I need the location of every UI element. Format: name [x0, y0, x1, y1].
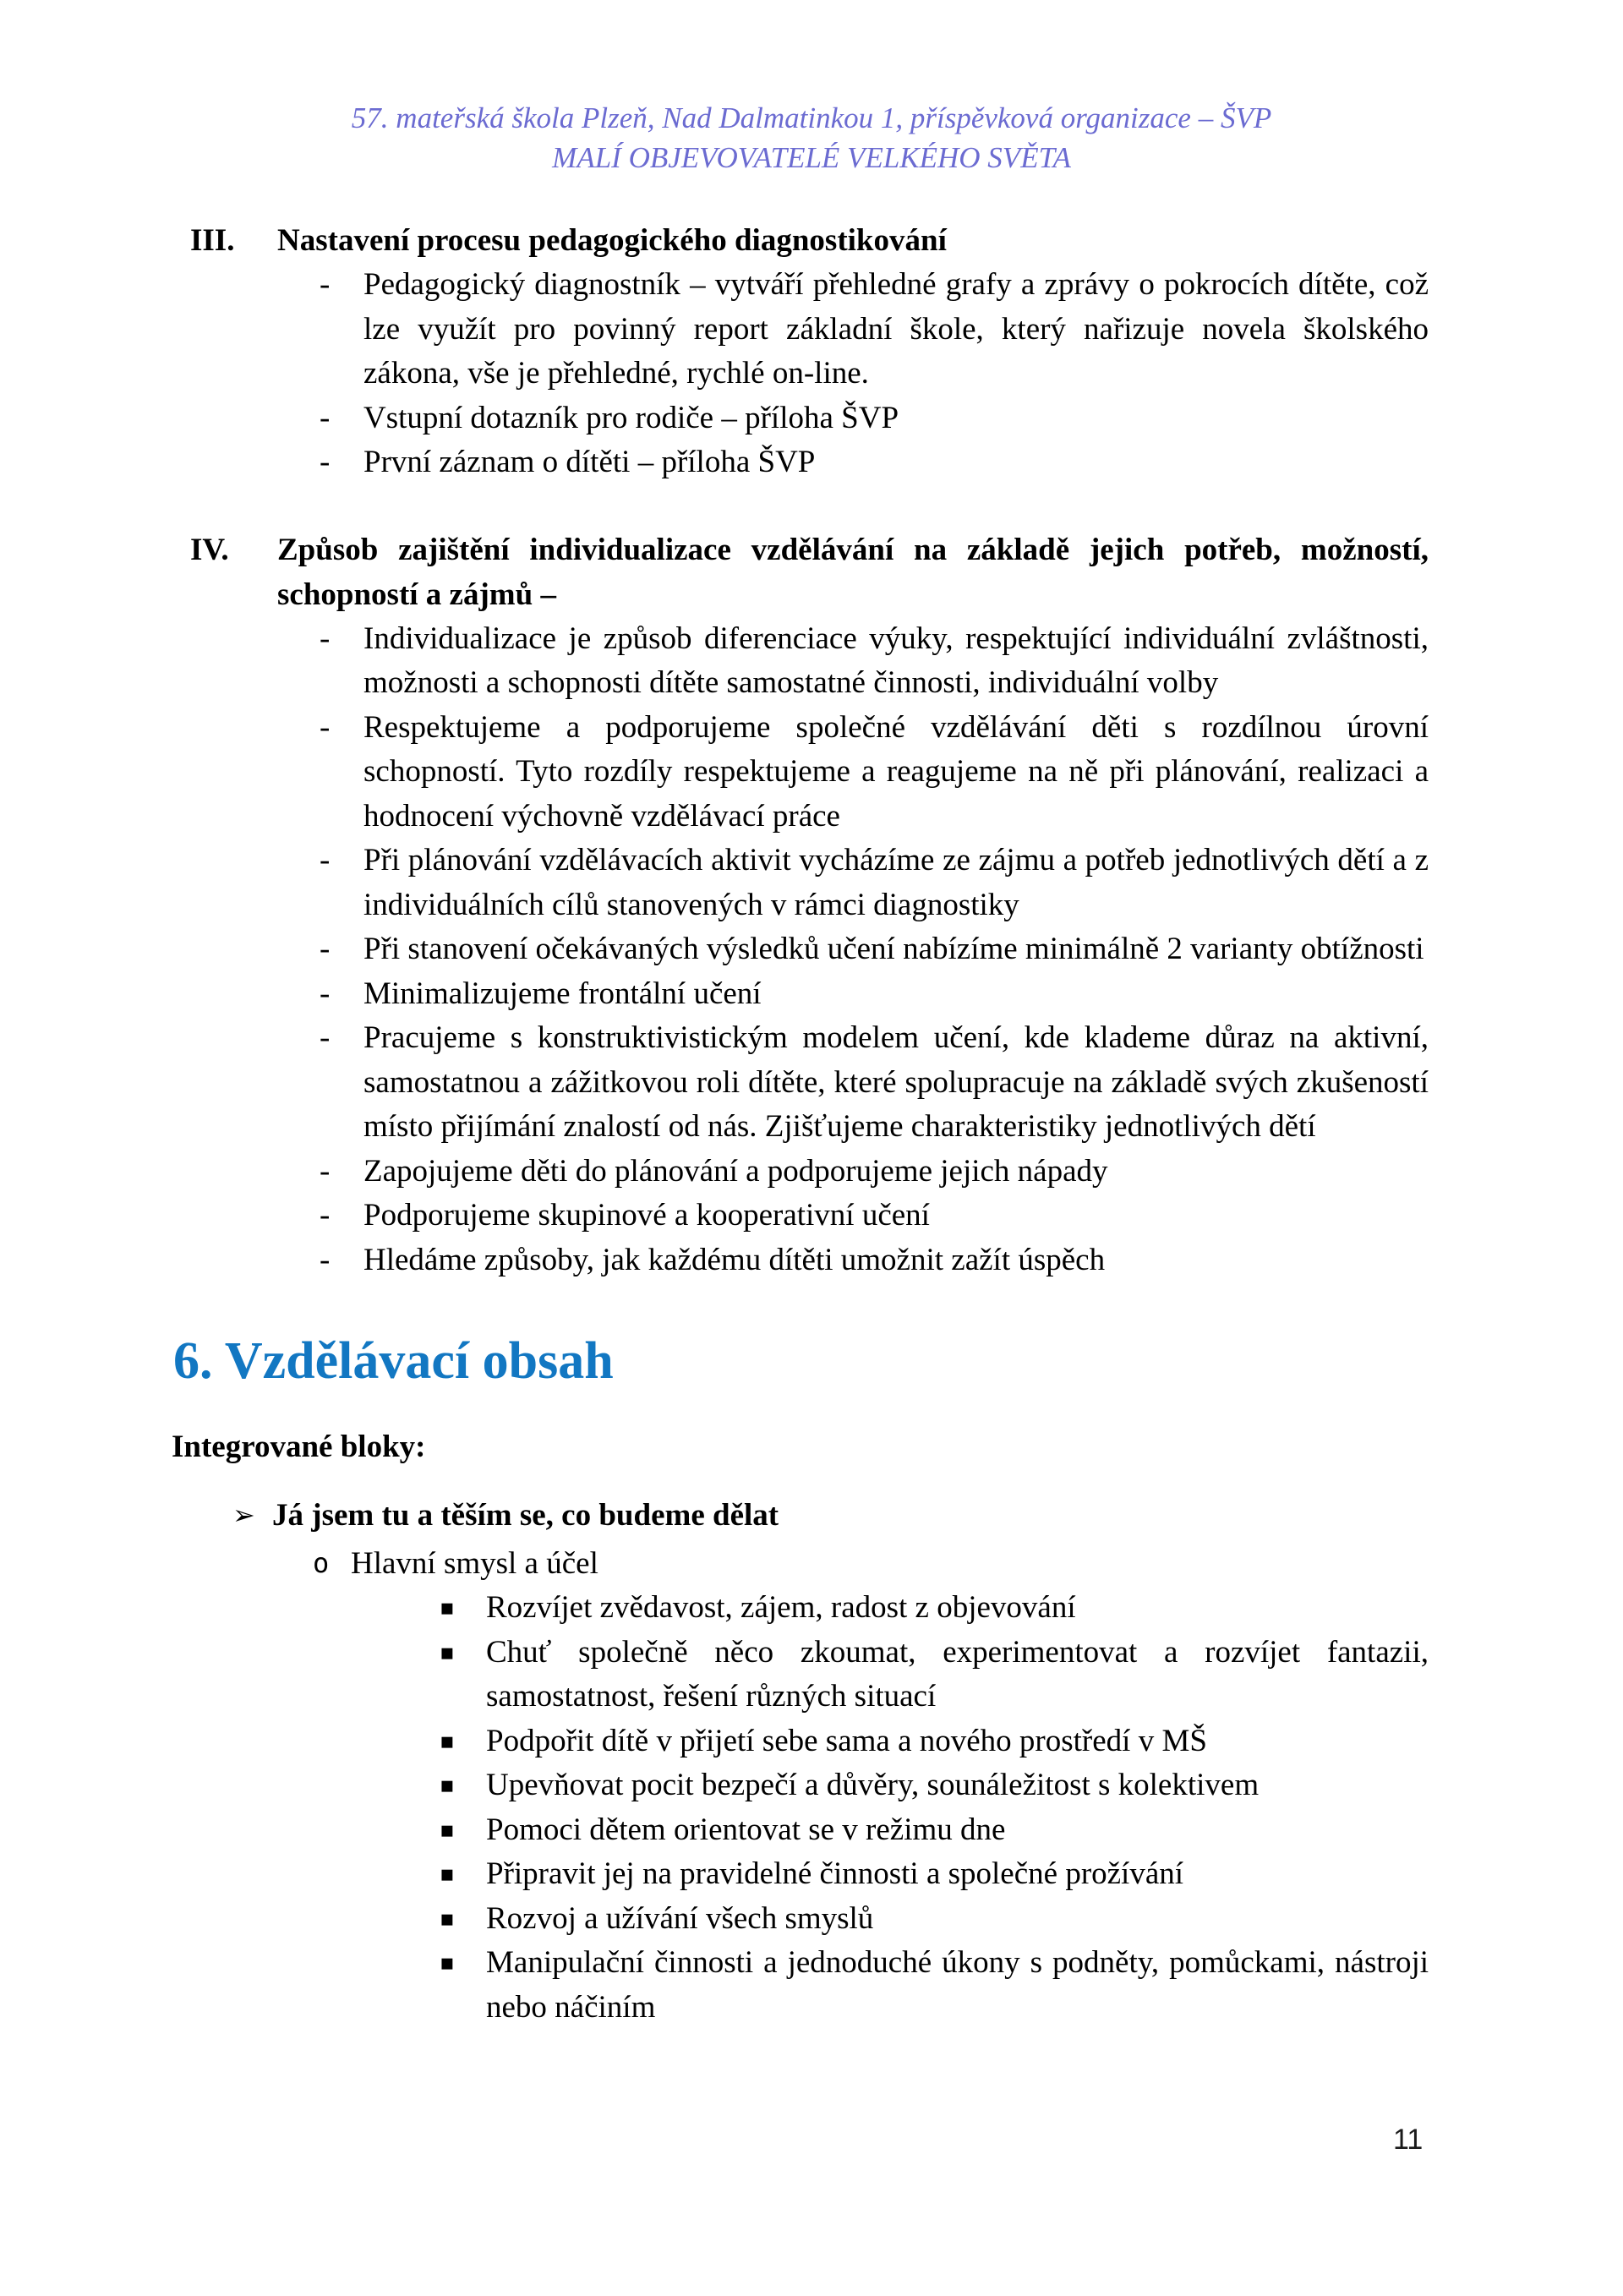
- document-header: [0, 0, 1623, 178]
- dash-bullet: -: [320, 267, 331, 302]
- chapter-title: 6. Vzdělávací obsah: [173, 1332, 614, 1390]
- list-item: [440, 1897, 1429, 1942]
- square-bullet-icon: ▪: [440, 1728, 455, 1754]
- page-number: 11: [1393, 2124, 1424, 2156]
- section-iii: [0, 218, 1623, 485]
- dash-bullet: -: [320, 976, 331, 1011]
- list-item: [440, 1852, 1429, 1897]
- list-item: [320, 263, 1429, 396]
- dash-bullet: -: [320, 620, 331, 656]
- square-bullet-icon: ▪: [440, 1905, 455, 1932]
- list-item-text: Pedagogický diagnostník – vytváří přehledné grafy a zprávy o pokrocích dítěte, což lze využít pro povinný report základní škole, který nařizuje novela školského zákona, vše je přehledné, rychlé on-line.: [363, 267, 1429, 391]
- list-item: [320, 617, 1429, 706]
- dash-bullet: -: [320, 1198, 331, 1233]
- list-item: [320, 1150, 1429, 1194]
- block-subitem: [313, 1541, 1429, 1586]
- list-item: [320, 706, 1429, 839]
- list-item: [320, 839, 1429, 927]
- list-item: [320, 972, 1429, 1017]
- integrated-blocks-label: Integrované bloky:: [172, 1430, 426, 1464]
- list-item: [320, 440, 1429, 485]
- dash-bullet: -: [320, 1153, 331, 1189]
- list-item-text: Individualizace je způsob diferenciace výuky, respektující individuální zvláštnosti, možnosti a schopnosti dítěte samostatné činnosti, individuální volby: [363, 620, 1429, 700]
- list-item: [320, 396, 1429, 441]
- list-item-text: Pomoci dětem orientovat se v režimu dne: [486, 1812, 1006, 1847]
- dash-bullet: -: [320, 445, 331, 479]
- list-item: [440, 1631, 1429, 1719]
- arrow-bullet-icon: ➢: [232, 1499, 255, 1531]
- circle-bullet-icon: o: [313, 1547, 330, 1579]
- block-subitem-text: Hlavní smysl a účel: [351, 1546, 598, 1581]
- list-item: [320, 1194, 1429, 1238]
- list-item-text: Respektujeme a podporujeme společné vzdělávání děti s rozdílnou úrovní schopností. Tyto rozdíly respektujeme a reagujeme na ně při plánování, realizaci a hodnocení výchovně vzdělávací práce: [363, 709, 1429, 834]
- section-iv: [0, 528, 1623, 1283]
- square-bullet-icon: ▪: [440, 1595, 455, 1621]
- square-bullet-icon: ▪: [440, 1817, 455, 1843]
- dash-bullet: -: [320, 400, 331, 435]
- dash-bullet: -: [320, 1242, 331, 1277]
- list-item: [440, 1808, 1429, 1853]
- section-iv-numeral: IV.: [190, 532, 229, 567]
- list-item: [440, 1763, 1429, 1808]
- section-iv-title: Způsob zajištění individualizace vzdělávání na základě jejich potřeb, možností, schopností a zájmů –: [277, 532, 1429, 612]
- header-line-1: 57. mateřská škola Plzeň, Nad Dalmatinkou 1, příspěvková organizace – ŠVP: [351, 101, 1272, 134]
- square-bullet-icon: ▪: [440, 1639, 455, 1665]
- section-iii-title: Nastavení procesu pedagogického diagnostikování: [277, 223, 947, 258]
- dash-bullet: -: [320, 932, 331, 966]
- dash-bullet: -: [320, 1020, 331, 1055]
- section-iii-numeral: III.: [190, 223, 235, 258]
- list-item: [440, 1941, 1429, 2030]
- list-item-text: Podpořit dítě v přijetí sebe sama a nového prostředí v MŠ: [486, 1723, 1207, 1758]
- list-item-text: První záznam o dítěti – příloha ŠVP: [363, 445, 816, 479]
- list-item-text: Upevňovat pocit bezpečí a důvěry, sounáležitost s kolektivem: [486, 1768, 1260, 1802]
- square-bullet-icon: ▪: [440, 1861, 455, 1887]
- dash-bullet: -: [320, 709, 331, 745]
- list-item-text: Při stanovení očekávaných výsledků učení nabízíme minimálně 2 varianty obtížnosti: [363, 932, 1424, 966]
- list-item-text: Zapojujeme děti do plánování a podporujeme jejich nápady: [363, 1153, 1108, 1189]
- list-item-text: Při plánování vzdělávacích aktivit vycházíme ze zájmu a potřeb jednotlivých dětí a z individuálních cílů stanovených v rámci diagnostiky: [363, 843, 1429, 922]
- list-item-text: Podporujeme skupinové a kooperativní učení: [363, 1198, 930, 1233]
- list-item: [440, 1719, 1429, 1764]
- block-title-item: [232, 1493, 1429, 1538]
- list-item: [320, 1016, 1429, 1150]
- list-item-text: Manipulační činnosti a jednoduché úkony s podněty, pomůckami, nástroji nebo náčiním: [486, 1945, 1429, 2025]
- list-item-text: Připravit jej na pravidelné činnosti a společné prožívání: [486, 1856, 1184, 1891]
- list-item-text: Rozvoj a užívání všech smyslů: [486, 1900, 874, 1936]
- list-item-text: Chuť společně něco zkoumat, experimentovat a rozvíjet fantazii, samostatnost, řešení různých situací: [486, 1634, 1429, 1714]
- list-item: [320, 1238, 1429, 1283]
- list-item-text: Rozvíjet zvědavost, zájem, radost z objevování: [486, 1590, 1076, 1625]
- square-bullet-icon: ▪: [440, 1950, 455, 1976]
- section-iii-heading: [190, 218, 1429, 263]
- block-points-list: [0, 1586, 1623, 2030]
- section-iv-heading: [190, 528, 1429, 617]
- header-line-2: MALÍ OBJEVOVATELÉ VELKÉHO SVĚTA: [552, 141, 1071, 174]
- list-item: [440, 1586, 1429, 1631]
- list-item-text: Vstupní dotazník pro rodiče – příloha ŠVP: [363, 400, 899, 435]
- dash-bullet: -: [320, 843, 331, 877]
- list-item-text: Hledáme způsoby, jak každému dítěti umožnit zažít úspěch: [363, 1242, 1106, 1277]
- list-item-text: Pracujeme s konstruktivistickým modelem učení, kde klademe důraz na aktivní, samostatnou a zážitkovou roli dítěte, které spolupracuje na základě svých zkušeností místo přijímání znalostí od nás. Zjišťujeme charakteristiky jednotlivých dětí: [363, 1020, 1429, 1144]
- list-item-text: Minimalizujeme frontální učení: [363, 976, 762, 1011]
- block-title: Já jsem tu a těším se, co budeme dělat: [272, 1498, 779, 1533]
- list-item: [320, 927, 1429, 972]
- square-bullet-icon: ▪: [440, 1773, 455, 1798]
